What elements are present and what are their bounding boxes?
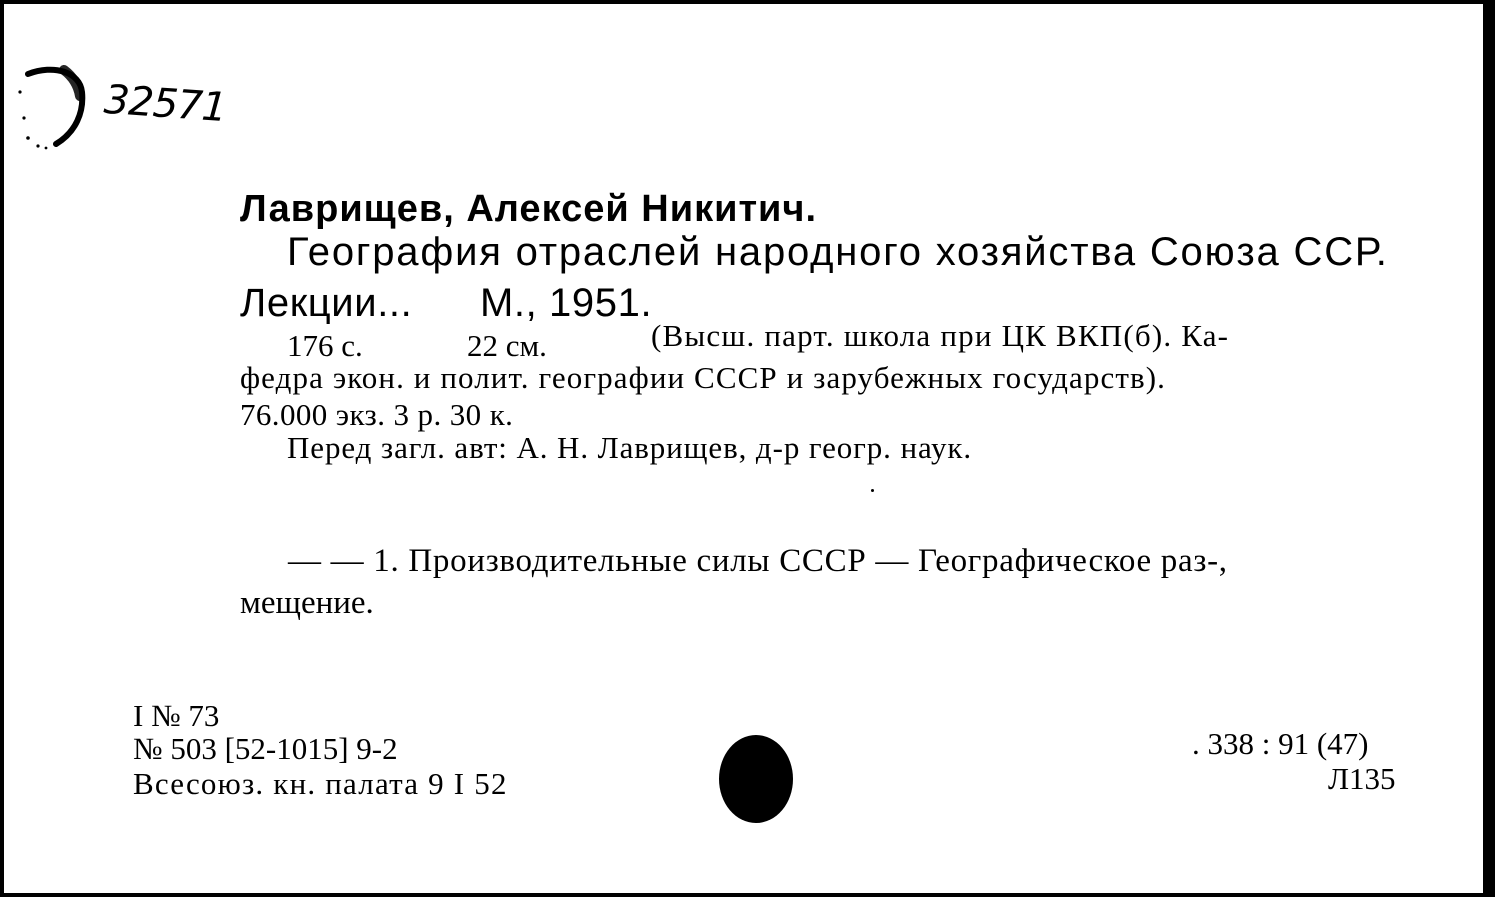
card-border-left bbox=[0, 0, 4, 897]
author-note: Перед загл. авт: А. Н. Лаврищев, д-р геогр. наук. bbox=[287, 430, 973, 465]
accession-number: 32571 bbox=[102, 76, 228, 132]
author-mark: Л135 bbox=[1328, 761, 1396, 796]
card-border-bottom bbox=[0, 893, 1495, 897]
title-line-2: Лекции... bbox=[240, 281, 413, 325]
series-line-2: федра экон. и полит. географии СССР и зарубежных государств). bbox=[240, 360, 1166, 395]
print-run-price: 76.000 экз. 3 р. 30 к. bbox=[240, 397, 514, 432]
subject-heading-line-2: мещение. bbox=[240, 585, 374, 621]
card-border-right bbox=[1483, 0, 1495, 897]
footer-line-2: № 503 [52-1015] 9-2 bbox=[133, 731, 398, 766]
series-line-1: (Высш. парт. школа при ЦК ВКП(б). Ка- bbox=[651, 318, 1230, 353]
subject-heading-line-1: — — 1. Производительные силы СССР — Географическое раз-, bbox=[288, 543, 1228, 579]
punch-hole bbox=[719, 735, 793, 823]
footer-line-1: I № 73 bbox=[133, 698, 220, 733]
author-heading: Лаврищев, Алексей Никитич. bbox=[240, 188, 818, 230]
stamp-mark-icon bbox=[14, 62, 94, 152]
classification-code: . 338 : 91 (47) bbox=[1192, 726, 1369, 761]
footer-line-3: Всесоюз. кн. палата 9 I 52 bbox=[133, 766, 508, 801]
imprint: М., 1951. bbox=[480, 281, 653, 325]
title-line-1: География отраслей народного хозяйства Союза ССР. bbox=[287, 230, 1389, 274]
card-border-top bbox=[0, 0, 1495, 4]
ink-speck bbox=[871, 489, 874, 492]
collation-size: 22 см. bbox=[467, 328, 547, 363]
collation-pages: 176 с. bbox=[287, 328, 363, 363]
